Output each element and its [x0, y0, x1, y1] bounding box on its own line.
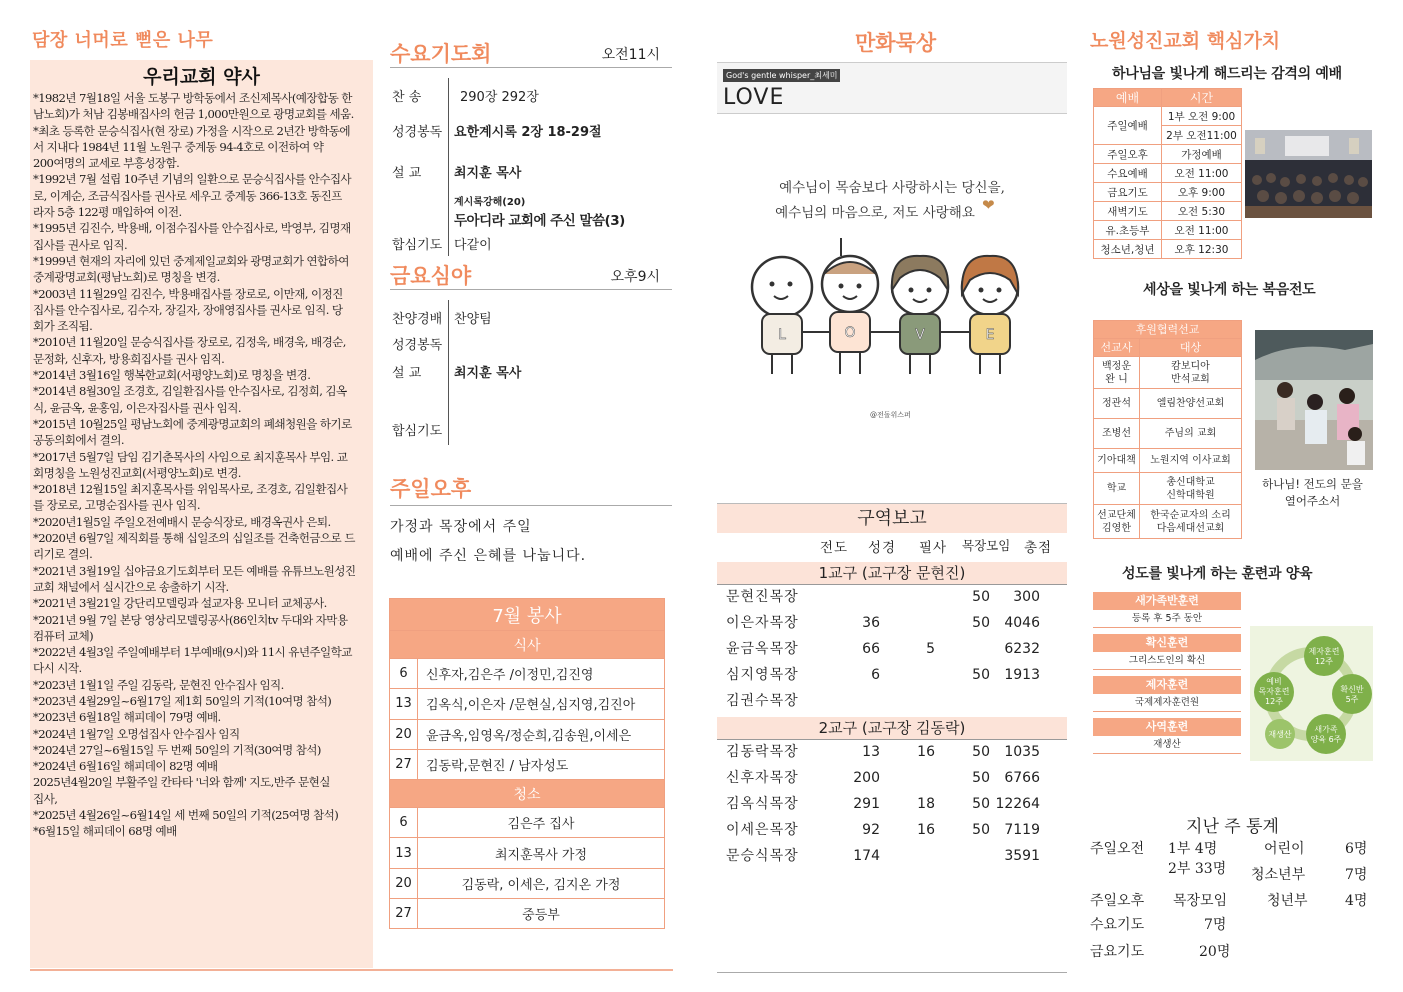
zone-copy: 18 — [917, 796, 935, 812]
history-line: *2018년 12월15일 최지훈목사를 위임목사로, 조경호, 김일환집사 — [33, 482, 348, 497]
mission-partner-table — [1093, 320, 1242, 539]
history-line: *1995년 김진수, 박용배, 이점수집사를 안수집사로, 박영부, 김명재 — [33, 221, 351, 236]
wednesday-time: 오전11시 — [601, 47, 660, 63]
value-training-heading: 성도를 빛나게 하는 훈련과 양육 — [1122, 566, 1313, 582]
cartoon-letter: O — [844, 325, 856, 341]
training-title: 새가족반훈련 — [1093, 592, 1241, 610]
history-line: *최초 등록한 문승식집사(현 장로) 가정을 시작으로 2년간 방학동에 — [33, 123, 351, 138]
zone-header-bible: 성경 — [868, 540, 897, 556]
zone-header-total: 총점 — [1024, 540, 1053, 556]
zone-total: 3591 — [1004, 848, 1040, 864]
cleaning-label: 청소 — [390, 780, 665, 808]
table-row — [724, 739, 1064, 765]
stat-label: 수요기도 — [1090, 917, 1145, 933]
worship-name: 주일오후 — [1094, 145, 1162, 164]
cartoon-figure — [752, 257, 812, 374]
history-line: 집사, — [33, 791, 58, 806]
sermon-preacher: 최지훈 목사 — [454, 166, 522, 181]
stat-label: 주일오후 — [1090, 893, 1145, 909]
divider — [448, 300, 449, 445]
sermon-label: 설 교 — [392, 366, 422, 381]
duty-day: 6 — [390, 659, 418, 689]
duty-day: 13 — [390, 838, 418, 868]
table-row — [724, 636, 1064, 662]
zone-bible: 174 — [853, 848, 880, 864]
table-row — [1094, 419, 1242, 449]
history-line: *1982년 7월18일 서울 도봉구 방학동에서 조신제목사(예장합동 한 — [33, 91, 352, 105]
table-row — [390, 808, 665, 838]
sermon-label: 설 교 — [392, 166, 422, 181]
zone-meet: 50 — [972, 744, 990, 760]
sermon-series: 계시록강해(20) — [454, 197, 526, 208]
mission-target: 반석교회 — [1171, 373, 1210, 385]
stat-value: 목장모임 — [1173, 893, 1228, 909]
training-step — [1093, 718, 1241, 754]
duty-names: 김동락,문현진 / 남자성도 — [418, 749, 665, 779]
stats-title: 지난 주 통계 — [1186, 817, 1279, 837]
zone-name: 김옥식목장 — [726, 796, 799, 812]
mission-target: 주님의 교회 — [1140, 419, 1242, 449]
training-desc: 그리스도인의 확신 — [1093, 652, 1241, 670]
cycle-label: 목자훈련 — [1258, 687, 1290, 696]
zone-name: 이세은목장 — [726, 822, 799, 838]
worship-time: 오전 11:00 — [1162, 164, 1242, 183]
duty-names: 최지훈목사 가정 — [418, 838, 665, 868]
sunday-afternoon-line1: 가정과 목장에서 주일 — [390, 519, 532, 535]
table-row — [1094, 240, 1242, 259]
hymn-value: 290장 292장 — [460, 90, 539, 105]
worship-name: 주일예배 — [1094, 107, 1162, 145]
history-line: 공동의회에서 결의. — [33, 433, 124, 448]
training-title: 제자훈련 — [1093, 676, 1241, 694]
zone-meet: 50 — [972, 770, 990, 786]
history-line: 를 장로로, 고명순집사를 권사 임직. — [33, 498, 200, 513]
cartoon-title: 만화묵상 — [855, 31, 937, 55]
history-line: *2017년 5월7일 담임 김기춘목사의 사임으로 최지훈목사 부임. 교 — [33, 449, 348, 464]
table-row — [390, 868, 665, 898]
evangelism-caption-1: 하나님! 전도의 문을 — [1262, 477, 1363, 491]
training-title: 확신훈련 — [1093, 634, 1241, 652]
training-cycle-diagram — [1250, 626, 1373, 761]
worship-name: 금요기도 — [1094, 183, 1162, 202]
zone-total: 1913 — [1004, 667, 1040, 683]
missionary-header: 선교사 — [1094, 339, 1140, 357]
missionary-name: 조병선 — [1094, 419, 1140, 449]
table-row — [390, 749, 665, 779]
history-line: 문정화, 신후자, 방용희집사를 권사 임직. — [33, 351, 225, 366]
cycle-label: 재생산 — [1268, 730, 1292, 739]
zone-meet: 50 — [972, 822, 990, 838]
mission-target: 총신대학교 — [1166, 476, 1215, 488]
duty-names: 김동락, 이세은, 김지온 가정 — [418, 868, 665, 898]
table-row — [1094, 145, 1242, 164]
zone-name: 신후자목장 — [726, 770, 799, 786]
missionary-name: 완 니 — [1105, 373, 1128, 385]
missionary-name: 정관석 — [1094, 389, 1140, 419]
history-line: 라자 5층 122평 매입하여 이전. — [33, 205, 182, 220]
cartoon-illustration — [740, 232, 1040, 382]
history-line: *2020년 6월7일 제직회를 통해 십일조의 십일조를 건축헌금으로 드 — [33, 531, 355, 546]
history-line: 집사를 안수집사로, 김수자, 장길자, 장애영집사를 권사로 임직. 당 — [33, 302, 343, 317]
table-row — [1094, 202, 1242, 221]
zone-name: 김동락목장 — [726, 744, 799, 760]
history-list — [33, 90, 370, 840]
divider — [390, 505, 672, 506]
zone-bible: 36 — [862, 615, 880, 631]
training-step — [1093, 592, 1241, 628]
core-values-title: 노원성진교회 핵심가치 — [1090, 30, 1281, 52]
zone-bible: 66 — [862, 641, 880, 657]
stat-value: 20명 — [1199, 944, 1231, 960]
worship-name: 수요예배 — [1094, 164, 1162, 183]
history-line: *2023년 4월29일~6월17일 제1회 50일의 기적(10여명 참석) — [33, 693, 332, 708]
cartoon-header — [717, 62, 1067, 114]
history-line: *2021년 3월21일 강단리모델링과 설교자용 모니터 교체공사. — [33, 596, 327, 611]
zone-copy: 16 — [917, 744, 935, 760]
stat-value: 2부 33명 — [1168, 861, 1227, 877]
table-row — [1094, 357, 1242, 389]
table-row — [390, 689, 665, 719]
zone-name: 윤금옥목장 — [726, 641, 799, 657]
history-line: 서 지내다 1984년 11월 노원구 중계동 94-4호로 이전하여 약 — [33, 139, 324, 154]
stat-label: 청년부 — [1267, 893, 1308, 909]
prayer-label: 합심기도 — [392, 424, 443, 439]
history-heading: 우리교회 약사 — [143, 66, 260, 88]
zone-bible: 13 — [862, 744, 880, 760]
zone-total: 6766 — [1004, 770, 1040, 786]
reading-label: 성경봉독 — [392, 338, 443, 353]
worship-time: 가정예배 — [1162, 145, 1242, 164]
time-header: 시간 — [1162, 89, 1242, 107]
cartoon-figure — [892, 256, 948, 374]
evangelism-photo — [1255, 330, 1373, 470]
duty-day: 27 — [390, 749, 418, 779]
table-row — [1094, 164, 1242, 183]
table-row — [724, 843, 1064, 869]
cartoon-caption-1: 예수님이 목숨보다 사랑하시는 당신을, — [779, 180, 1005, 196]
history-line: *6월15일 해피데이 68명 예배 — [33, 824, 177, 839]
history-line: *2024년 1월7일 오명섭집사 안수집사 임직 — [33, 726, 240, 741]
table-row — [724, 791, 1064, 817]
zone-total: 300 — [1013, 589, 1040, 605]
table-row — [724, 610, 1064, 636]
zone-name: 문현진목장 — [726, 589, 799, 605]
duty-names: 윤금옥,임영옥/정순희,김송원,이세은 — [418, 719, 665, 749]
zone-group-header: 2교구 (교구장 김동락) — [717, 717, 1067, 740]
zone-total: 4046 — [1004, 615, 1040, 631]
history-line: *2023년 1월1일 주일 김동락, 문현진 안수집사 임직. — [33, 677, 284, 692]
cycle-label: 예비 — [1266, 677, 1282, 686]
history-line: 식, 윤금옥, 윤홍임, 이은자집사를 권사 임직. — [33, 400, 241, 415]
evangelism-caption-2: 열어주소서 — [1284, 494, 1341, 508]
worship-time: 오후 9:00 — [1162, 183, 1242, 202]
zone-meet: 50 — [972, 589, 990, 605]
history-line: *2023년 6월18일 해피데이 79명 예배. — [33, 710, 221, 725]
history-line: 2025년4월20일 부활주일 칸타타 '너와 함께' 지도,반주 문현실 — [33, 775, 330, 790]
stat-value: 1부 4명 — [1168, 841, 1218, 857]
cycle-label: 양육 6주 — [1310, 735, 1342, 744]
missionary-name: 선교단체 — [1097, 509, 1136, 521]
zone-name: 김권수목장 — [726, 693, 799, 709]
worship-time: 오전 11:00 — [1162, 221, 1242, 240]
history-line: 리기로 결의. — [33, 547, 93, 562]
table-row — [724, 688, 1064, 714]
sunday-afternoon-line2: 예배에 주신 은혜를 나눕니다. — [390, 548, 587, 564]
history-line: *1999년 현재의 자리에 있던 중계제일교회와 광명교회가 연합하여 — [33, 253, 349, 268]
table-row — [724, 662, 1064, 688]
worship-name: 청소년,청년 — [1094, 240, 1162, 259]
zone-name: 심지영목장 — [726, 667, 799, 683]
stat-label: 어린이 — [1264, 841, 1305, 857]
history-line: *2003년 11월29일 김진수, 박용배집사를 장로로, 이만재, 이정진 — [33, 286, 343, 301]
cycle-label: 확신반 — [1340, 685, 1364, 694]
mission-target: 한국순교자의 소리 — [1150, 509, 1231, 521]
history-line: 200여명의 교세로 부흥성장함. — [33, 156, 180, 171]
history-line: 다시 시작. — [33, 661, 82, 676]
mission-target: 신학대학원 — [1166, 489, 1215, 501]
cycle-label: 5주 — [1345, 695, 1359, 704]
friday-title: 금요심야 — [390, 264, 472, 288]
zone-meet: 50 — [972, 667, 990, 683]
worship-header: 예배 — [1094, 89, 1162, 107]
friday-time: 오후9시 — [610, 269, 660, 285]
duty-title: 7월 봉사 — [390, 599, 665, 631]
zone-name: 문승식목장 — [726, 848, 799, 864]
table-row — [724, 765, 1064, 791]
value-worship-heading: 하나님을 빛나게 해드리는 감격의 예배 — [1112, 66, 1342, 82]
sunday-afternoon-title: 주일오후 — [390, 477, 472, 501]
zone-report-title: 구역보고 — [717, 503, 1067, 533]
church-history-box — [30, 60, 373, 968]
history-line: *1992년 7월 설립 10주년 기념의 일환으로 문승식집사를 안수집사 — [33, 172, 352, 187]
history-line: 남노회)가 처남 김봉배집사의 헌금 1,000만원으로 광명교회를 세움. — [33, 107, 354, 122]
duty-day: 6 — [390, 808, 418, 838]
cartoon-figure — [962, 256, 1018, 374]
zone-header-evangelism: 전도 — [820, 540, 849, 556]
training-desc: 국제제자훈련원 — [1093, 694, 1241, 712]
missionary-name: 기아대책 — [1094, 449, 1140, 473]
section-title-tree: 담장 너머로 뻗은 나무 — [32, 30, 214, 51]
history-line: 집사를 권사로 임직. — [33, 237, 128, 252]
heart-icon: ❤ — [982, 196, 995, 214]
training-step — [1093, 634, 1241, 670]
duty-names: 김옥식,이은자 /문현실,심지영,김진아 — [418, 689, 665, 719]
table-row — [1094, 107, 1242, 126]
cartoon-figure — [822, 238, 878, 374]
divider — [30, 969, 673, 971]
history-line: *2022년 4월3일 주일예배부터 1부예배(9시)와 11시 유년주일학교 — [33, 645, 352, 660]
meal-label: 식사 — [390, 631, 665, 659]
table-row — [1094, 505, 1242, 539]
history-line: *2015년 10월25일 평남노회에 중계광명교회의 폐쇄청원을 하기로 — [33, 416, 352, 431]
zone-copy: 5 — [926, 641, 935, 657]
stat-label: 주일오전 — [1090, 841, 1145, 857]
zone-group-header: 1교구 (교구장 문현진) — [717, 562, 1067, 585]
cartoon-letter: L — [778, 327, 786, 343]
zone-meet: 50 — [972, 615, 990, 631]
missionary-name: 김영한 — [1102, 522, 1131, 534]
praise-label: 찬양경배 — [392, 312, 443, 327]
cartoon-tag: God's gentle whisper_최세미 — [723, 69, 840, 82]
stat-value: 7명 — [1345, 867, 1368, 883]
duty-day: 20 — [390, 868, 418, 898]
worship-photo — [1245, 130, 1372, 218]
zone-total: 1035 — [1004, 744, 1040, 760]
mission-target: 캄보디아 — [1171, 360, 1210, 372]
history-line: *2024년 6월16일 해피데이 82명 예배 — [33, 759, 218, 774]
zone-bible: 6 — [871, 667, 880, 683]
table-row — [390, 899, 665, 929]
reading-value: 요한계시록 2장 18-29절 — [454, 125, 602, 140]
table-row — [390, 838, 665, 868]
mission-target: 다음세대선교회 — [1156, 522, 1225, 534]
table-row — [1094, 389, 1242, 419]
missionary-name: 학교 — [1094, 473, 1140, 505]
history-line: 회명칭을 노원성진교회(서평양노회)로 변경. — [33, 465, 241, 480]
history-line: 중계광명교회(평남노회)로 명칭을 변경. — [33, 270, 220, 285]
zone-total: 6232 — [1004, 641, 1040, 657]
stat-value: 7명 — [1204, 917, 1227, 933]
table-row — [390, 719, 665, 749]
worship-time: 오후 12:30 — [1162, 240, 1242, 259]
zone-bible: 291 — [853, 796, 880, 812]
mission-target: 노원지역 이사교회 — [1140, 449, 1242, 473]
history-line: *2024년 27일~6월15일 두 번째 50일의 기적(30여명 참석) — [33, 742, 321, 757]
history-line: *2010년 11월20일 문승식집사를 장로로, 김정욱, 배경욱, 배경순, — [33, 335, 346, 350]
duty-names: 중등부 — [418, 899, 665, 929]
history-line: 교회 채널에서 실시간으로 송출하기 시작. — [33, 579, 229, 594]
history-line: *2014년 3월16일 행복한교회(서평양노회)로 명칭을 변경. — [33, 368, 311, 383]
prayer-label: 합심기도 — [392, 238, 443, 253]
friday-header — [390, 258, 672, 290]
praise-value: 찬양팀 — [454, 312, 492, 327]
stat-label: 청소년부 — [1251, 867, 1306, 883]
stat-label: 금요기도 — [1090, 944, 1145, 960]
zone-total: 7119 — [1004, 822, 1040, 838]
table-row — [1094, 183, 1242, 202]
worship-time: 2부 오전11:00 — [1162, 126, 1242, 145]
reading-label: 성경봉독 — [392, 125, 443, 140]
target-header: 대상 — [1140, 339, 1242, 357]
history-line: *2021년 9월 7일 본당 영상리모델링공사(86인치tv 두대와 자막용 — [33, 612, 348, 627]
cartoon-credit: @전돌위스퍼 — [870, 411, 911, 419]
missionary-name: 백정운 — [1102, 360, 1131, 372]
mission-target: 엘림찬양선교회 — [1140, 389, 1242, 419]
zone-meet: 50 — [972, 796, 990, 812]
table-row — [1094, 473, 1242, 505]
cartoon-word: LOVE — [723, 85, 785, 110]
cycle-label: 12주 — [1315, 657, 1333, 666]
history-line: *2025년 4월26일~6월14일 세 번째 50일의 기적(25여명 참석) — [33, 808, 339, 823]
duty-day: 13 — [390, 689, 418, 719]
worship-name: 새벽기도 — [1094, 202, 1162, 221]
duty-day: 20 — [390, 719, 418, 749]
training-desc: 재생산 — [1093, 736, 1241, 754]
table-row — [390, 659, 665, 689]
divider — [717, 972, 1067, 973]
zone-bible: 200 — [853, 770, 880, 786]
history-line: 회가 조직됨. — [33, 319, 93, 334]
duty-table — [389, 598, 665, 929]
mission-title: 후원협력선교 — [1094, 321, 1242, 339]
cycle-label: 12주 — [1265, 697, 1283, 706]
duty-day: 27 — [390, 899, 418, 929]
history-line: 로, 이계순, 조금식집사를 권사로 세우고 중계동 366-13호 동진프 — [33, 188, 342, 203]
prayer-value: 다같이 — [454, 238, 492, 253]
training-desc: 등록 후 5주 동안 — [1093, 610, 1241, 628]
table-row — [724, 584, 1064, 610]
table-row — [1094, 221, 1242, 240]
cycle-label: 제자훈련 — [1308, 647, 1340, 656]
worship-name: 유.초등부 — [1094, 221, 1162, 240]
cartoon-letter: E — [985, 327, 995, 343]
zone-header-copy: 필사 — [919, 540, 948, 556]
history-line: *2021년 3월19일 십야금요기도회부터 모든 예배를 유튜브노원성진 — [33, 563, 356, 578]
sermon-title: 두아디라 교회에 주신 말씀(3) — [454, 213, 625, 229]
stat-value: 6명 — [1345, 841, 1368, 857]
history-line: 컴퓨터 교체) — [33, 628, 94, 643]
value-evangelism-heading: 세상을 빛나게 하는 복음전도 — [1143, 282, 1316, 298]
table-row — [724, 817, 1064, 843]
sermon-preacher: 최지훈 목사 — [454, 366, 522, 381]
worship-schedule-table — [1093, 88, 1242, 259]
cycle-label: 새가족 — [1314, 725, 1338, 734]
wednesday-header — [390, 36, 672, 68]
zone-name: 이은자목장 — [726, 615, 799, 631]
zone-copy: 16 — [917, 822, 935, 838]
zone-header-meeting: 목장모임 — [962, 538, 1011, 553]
cartoon-caption-2: 예수님의 마음으로, 저도 사랑해요 — [775, 205, 975, 221]
training-title: 사역훈련 — [1093, 718, 1241, 736]
stat-value: 4명 — [1345, 893, 1368, 909]
history-line: *2014년 8월30일 조경호, 김일환집사를 안수집사로, 김정희, 김옥 — [33, 384, 347, 399]
table-row — [1094, 449, 1242, 473]
worship-time: 오전 5:30 — [1162, 202, 1242, 221]
divider — [448, 78, 449, 256]
cartoon-letter: V — [915, 327, 925, 343]
zone-bible: 92 — [862, 822, 880, 838]
worship-time: 1부 오전 9:00 — [1162, 107, 1242, 126]
training-step — [1093, 676, 1241, 712]
history-line: *2020년1월5일 주일오전예배시 문승식장로, 배경옥권사 은퇴. — [33, 514, 331, 529]
duty-names: 신후자,김은주 /이정민,김진영 — [418, 659, 665, 689]
wednesday-title: 수요기도회 — [390, 42, 492, 66]
zone-total: 12264 — [995, 796, 1040, 812]
duty-names: 김은주 집사 — [418, 808, 665, 838]
hymn-label: 찬 송 — [392, 90, 422, 105]
